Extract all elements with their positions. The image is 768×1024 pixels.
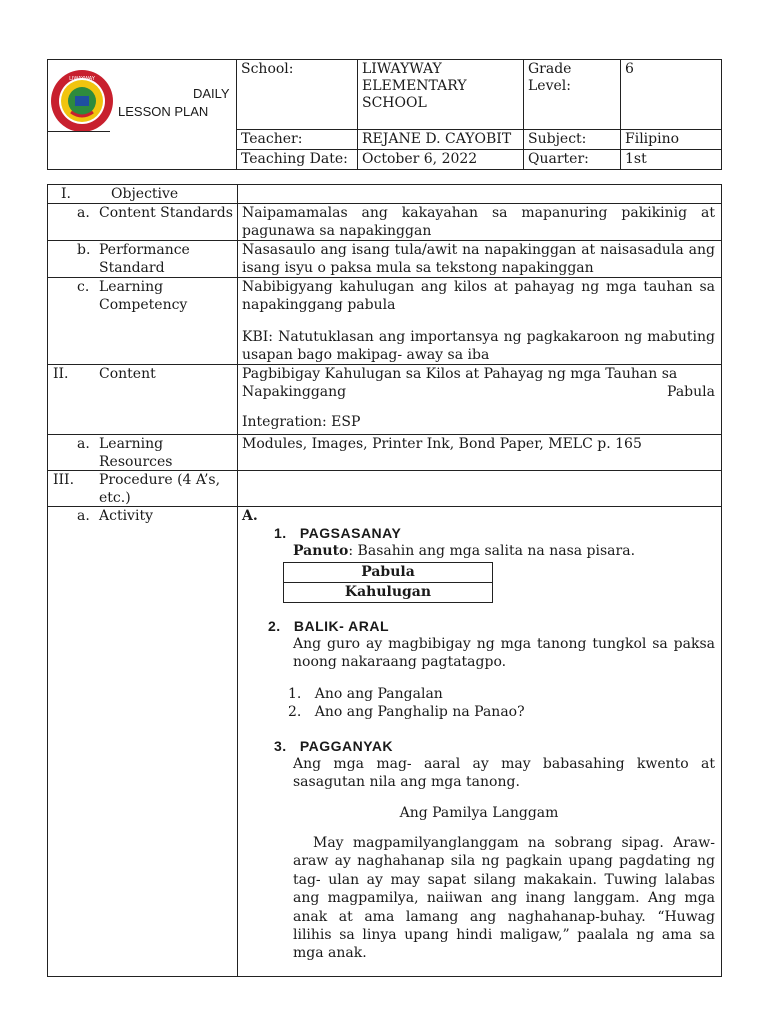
content-label: Content: [99, 366, 156, 382]
content-cell: [238, 365, 722, 435]
item-letter: a.: [77, 508, 90, 524]
header-logo-cell: [48, 60, 237, 150]
balik-list-item: 2. Ano ang Panghalip na Panao?: [288, 704, 525, 720]
section-num: III.: [53, 472, 75, 488]
quarter-label: Quarter:: [524, 150, 621, 170]
activity-label: Activity: [99, 508, 153, 524]
subject-label: Subject:: [524, 130, 621, 150]
resources-label: Learning: [99, 436, 164, 452]
procedure-value-cell: [238, 471, 722, 507]
doc-title-line2: LESSON PLAN: [118, 104, 209, 119]
school-value: LIWAYWAY ELEMENTARY SCHOOL: [358, 60, 524, 130]
title-underline: [48, 131, 110, 132]
panuto-label: Panuto: [293, 543, 349, 559]
box-row-kahulugan: Kahulugan: [284, 583, 493, 603]
grade-label: Grade Level:: [524, 60, 621, 130]
activity-cell: [238, 507, 722, 977]
pabula-box: [283, 562, 493, 603]
content-standards-label: Content Standards: [99, 205, 233, 221]
activity-letter: A.: [242, 508, 258, 524]
subject-value: Filipino: [621, 130, 722, 150]
content-label-cell: [48, 365, 238, 435]
procedure-label-cell: [48, 471, 238, 507]
header-empty-cell: [48, 150, 237, 170]
panuto-line: [293, 542, 635, 560]
item-letter: a.: [77, 205, 90, 221]
header-table: [47, 59, 722, 170]
section-num: II.: [53, 366, 69, 382]
school-seal-icon: [49, 68, 115, 139]
integration-text: Integration: ESP: [242, 414, 361, 430]
teacher-label: Teacher:: [237, 130, 358, 150]
balik-list-item: 1. Ano ang Pangalan: [288, 686, 443, 702]
performance-label: Performance: [99, 242, 190, 258]
competency-label-2: Competency: [99, 297, 188, 313]
box-row-pabula: Pabula: [284, 563, 493, 583]
resources-label-2: Resources: [99, 454, 173, 470]
performance-label-2: Standard: [99, 260, 165, 276]
lesson-table: [47, 184, 722, 977]
resources-text: Modules, Images, Printer Ink, Bond Paper, MELC p. 165: [238, 435, 722, 471]
item-pagganyak: 3. PAGGANYAK: [274, 738, 394, 754]
svg-text:LIWAYWAY: LIWAYWAY: [69, 76, 95, 82]
resources-label-cell: [48, 435, 238, 471]
objective-label: Objective: [111, 186, 179, 202]
doc-title-line1: DAILY: [193, 86, 230, 101]
panuto-text: : Basahin ang mga salita na nasa pisara.: [348, 543, 636, 559]
date-value: October 6, 2022: [358, 150, 524, 170]
content-standards-label-cell: [48, 204, 238, 241]
balik-text: Ang guro ay magbibigay ng mga tanong tungkol sa paksa noong nakaraang pagtatagpo.: [293, 636, 715, 670]
competency-cell: [238, 278, 722, 365]
performance-label-cell: [48, 241, 238, 278]
competency-label-cell: [48, 278, 238, 365]
procedure-label-2: etc.): [99, 490, 131, 506]
item-letter: a.: [77, 436, 90, 452]
objective-value-cell: [238, 185, 722, 204]
school-label: School:: [237, 60, 358, 130]
kbi-text: KBI: Natutuklasan ang importansya ng pagkakaroon ng mabuting usapan bago makipag- away sa iba: [242, 329, 715, 363]
grade-value: 6: [621, 60, 722, 130]
story-title: Ang Pamilya Langgam: [399, 805, 559, 821]
quarter-value: 1st: [621, 150, 722, 170]
story-text: May magpamilyanglanggam na sobrang sipag. Araw-araw ay naghahanap sila ng pagkain upang pagdating ng tag- ulan ay may sapat silang makakain. Tuwing lalabas ang magpamilya, naiiwan ang inang langgam. Ang mga anak at ama lamang ang naghahanap-buhay. “Huwag lilihis sa linya upang hindi maligaw,” paalala ng ama sa mga anak.: [293, 835, 715, 962]
pagganyak-text: Ang mga mag- aaral ay may babasahing kwento at sasagutan nila ang mga tanong.: [293, 756, 715, 790]
item-letter: c.: [77, 279, 90, 295]
activity-label-cell: [48, 507, 238, 977]
teacher-value: REJANE D. CAYOBIT: [358, 130, 524, 150]
item-letter: b.: [77, 242, 91, 258]
objective-label-cell: [48, 185, 238, 204]
procedure-label: Procedure (4 A’s,: [99, 472, 221, 488]
content-text-2: Napakinggang Pabula: [242, 384, 715, 400]
item-balik-aral: 2. BALIK- ARAL: [268, 618, 390, 634]
competency-text: Nabibigyang kahulugan ang kilos at pahayag ng mga tauhan sa napakinggang pabula: [242, 279, 715, 313]
item-pagsasanay: 1. PAGSASANAY: [274, 525, 402, 541]
performance-text: Nasasaulo ang isang tula/awit na napakinggan at naisasadula ang isang isyu o paksa mula sa tekstong napakinggan: [238, 241, 722, 278]
competency-label: Learning: [99, 279, 164, 295]
content-text-1: Pagbibigay Kahulugan sa Kilos at Pahayag ng mga Tauhan sa: [242, 366, 678, 382]
date-label: Teaching Date:: [237, 150, 358, 170]
section-num: I.: [61, 186, 71, 202]
content-standards-text: Naipamamalas ang kakayahan sa mapanuring pakikinig at pagunawa sa napakinggan: [238, 204, 722, 241]
